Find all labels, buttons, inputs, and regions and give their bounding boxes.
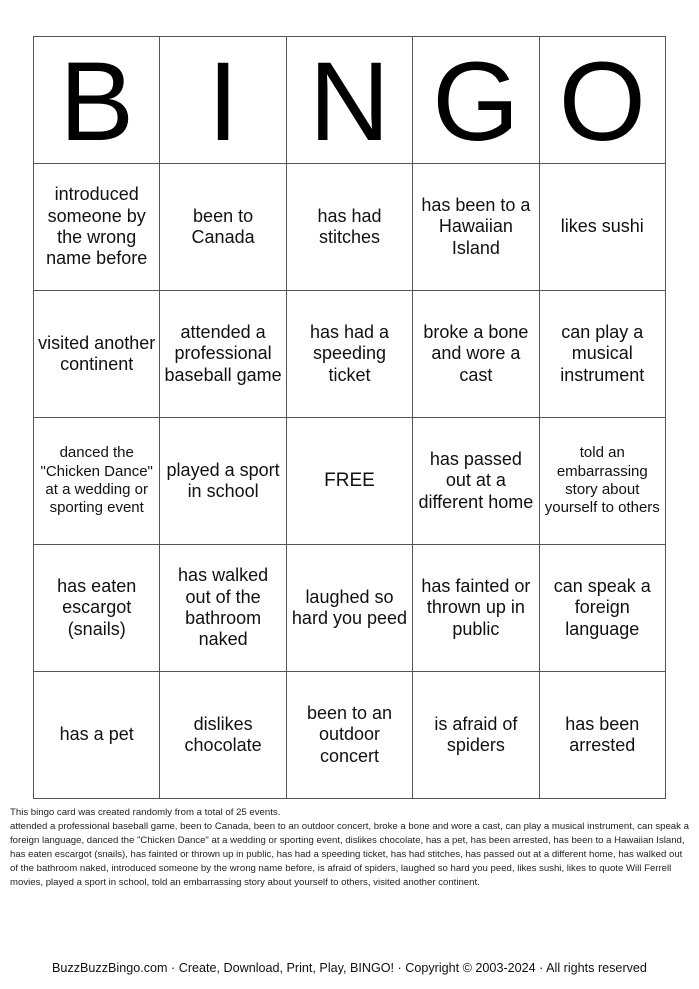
events-list: attended a professional baseball game, been to Canada, been to an outdoor concert, broke a bone and wore a cast, can play a musical instrument, can speak a foreign language, danced the "Chicken Dance" at a wedding or sporting event, dislikes chocolate, has a pet, has been arrested, has been to a Hawaiian Island, has eaten escargot (snails), has fainted or thrown up in public, has had a speeding ticket, has had stitches, has passed out at a different home, has walked out of the bathroom naked, introduced someone by the wrong name before, is afraid of spiders, laughed so hard you peed, likes sushi, likes to quote Will Ferrell movies, played a sport in school, told an embarrassing story about yourself to others, visited another continent. xyxy=(10,820,689,888)
cell-text: danced the "Chicken Dance" at a wedding or sporting event xyxy=(40,444,153,517)
bingo-cell xyxy=(539,545,665,672)
bingo-cell xyxy=(34,545,160,672)
bingo-cell xyxy=(34,164,160,291)
footer-copyright: BuzzBuzzBingo.com · Create, Download, Print, Play, BINGO! · Copyright © 2003-2024 · All rights reserved xyxy=(52,961,647,975)
cell-text: laughed so hard you peed xyxy=(291,586,408,628)
bingo-cell xyxy=(34,672,160,799)
bingo-cell xyxy=(539,672,665,799)
bingo-cell xyxy=(413,164,539,291)
bingo-row xyxy=(34,291,666,418)
cell-text: has eaten escargot (snails) xyxy=(57,575,137,639)
bingo-cell xyxy=(539,291,665,418)
cell-text: broke a bone and wore a cast xyxy=(423,321,529,385)
cell-text: likes sushi xyxy=(560,216,644,237)
cell-text: told an embarrassing story about yourself to others xyxy=(544,444,660,517)
header-cell-b xyxy=(34,37,160,164)
free-space-cell xyxy=(286,418,412,545)
bingo-cell xyxy=(160,291,286,418)
bingo-cell xyxy=(160,164,286,291)
bingo-header-row xyxy=(34,37,666,164)
bingo-row xyxy=(34,418,666,545)
cell-text: has been to a Hawaiian Island xyxy=(421,194,531,258)
bingo-cell xyxy=(539,418,665,545)
bingo-cell xyxy=(413,672,539,799)
cell-text: can play a musical instrument xyxy=(560,321,645,385)
bingo-cell xyxy=(286,545,412,672)
cell-text: has had a speeding ticket xyxy=(309,321,390,385)
cell-text: introduced someone by the wrong name before xyxy=(46,184,148,269)
bingo-cell xyxy=(539,164,665,291)
bingo-cell xyxy=(160,545,286,672)
bingo-cell xyxy=(160,672,286,799)
bingo-card xyxy=(33,36,666,799)
bingo-cell xyxy=(160,418,286,545)
cell-text: dislikes chocolate xyxy=(184,713,262,755)
cell-text: played a sport in school xyxy=(166,459,280,501)
header-cell-g xyxy=(413,37,539,164)
header-letter: G xyxy=(432,39,520,164)
cell-text: visited another continent xyxy=(38,332,156,374)
cell-text: can speak a foreign language xyxy=(553,575,651,639)
cell-text: has passed out at a different home xyxy=(418,448,534,512)
bingo-cell xyxy=(413,545,539,672)
cell-text: has fainted or thrown up in public xyxy=(421,575,531,639)
cell-text: is afraid of spiders xyxy=(434,713,518,755)
card-summary: This bingo card was created randomly from a total of 25 events. xyxy=(10,807,281,818)
cell-text: has had stitches xyxy=(317,205,382,247)
bingo-row xyxy=(34,672,666,799)
bingo-cell xyxy=(286,291,412,418)
free-space-text: FREE xyxy=(324,470,375,492)
cell-text: has walked out of the bathroom naked xyxy=(178,565,269,650)
cell-text: been to Canada xyxy=(191,205,255,247)
header-cell-o xyxy=(539,37,665,164)
header-letter: B xyxy=(59,39,135,164)
bingo-cell xyxy=(413,418,539,545)
cell-text: been to an outdoor concert xyxy=(306,702,393,766)
cell-text: has a pet xyxy=(59,724,134,745)
bingo-cell xyxy=(286,672,412,799)
header-letter: I xyxy=(207,39,239,164)
bingo-cell xyxy=(34,291,160,418)
bingo-row xyxy=(34,545,666,672)
bingo-row xyxy=(34,164,666,291)
cell-text: attended a professional baseball game xyxy=(164,321,282,385)
header-cell-i xyxy=(160,37,286,164)
card-info xyxy=(10,806,692,889)
header-cell-n xyxy=(286,37,412,164)
bingo-cell xyxy=(34,418,160,545)
cell-text: has been arrested xyxy=(565,713,640,755)
header-letter: O xyxy=(558,39,646,164)
bingo-cell xyxy=(413,291,539,418)
header-letter: N xyxy=(309,39,390,164)
bingo-cell xyxy=(286,164,412,291)
